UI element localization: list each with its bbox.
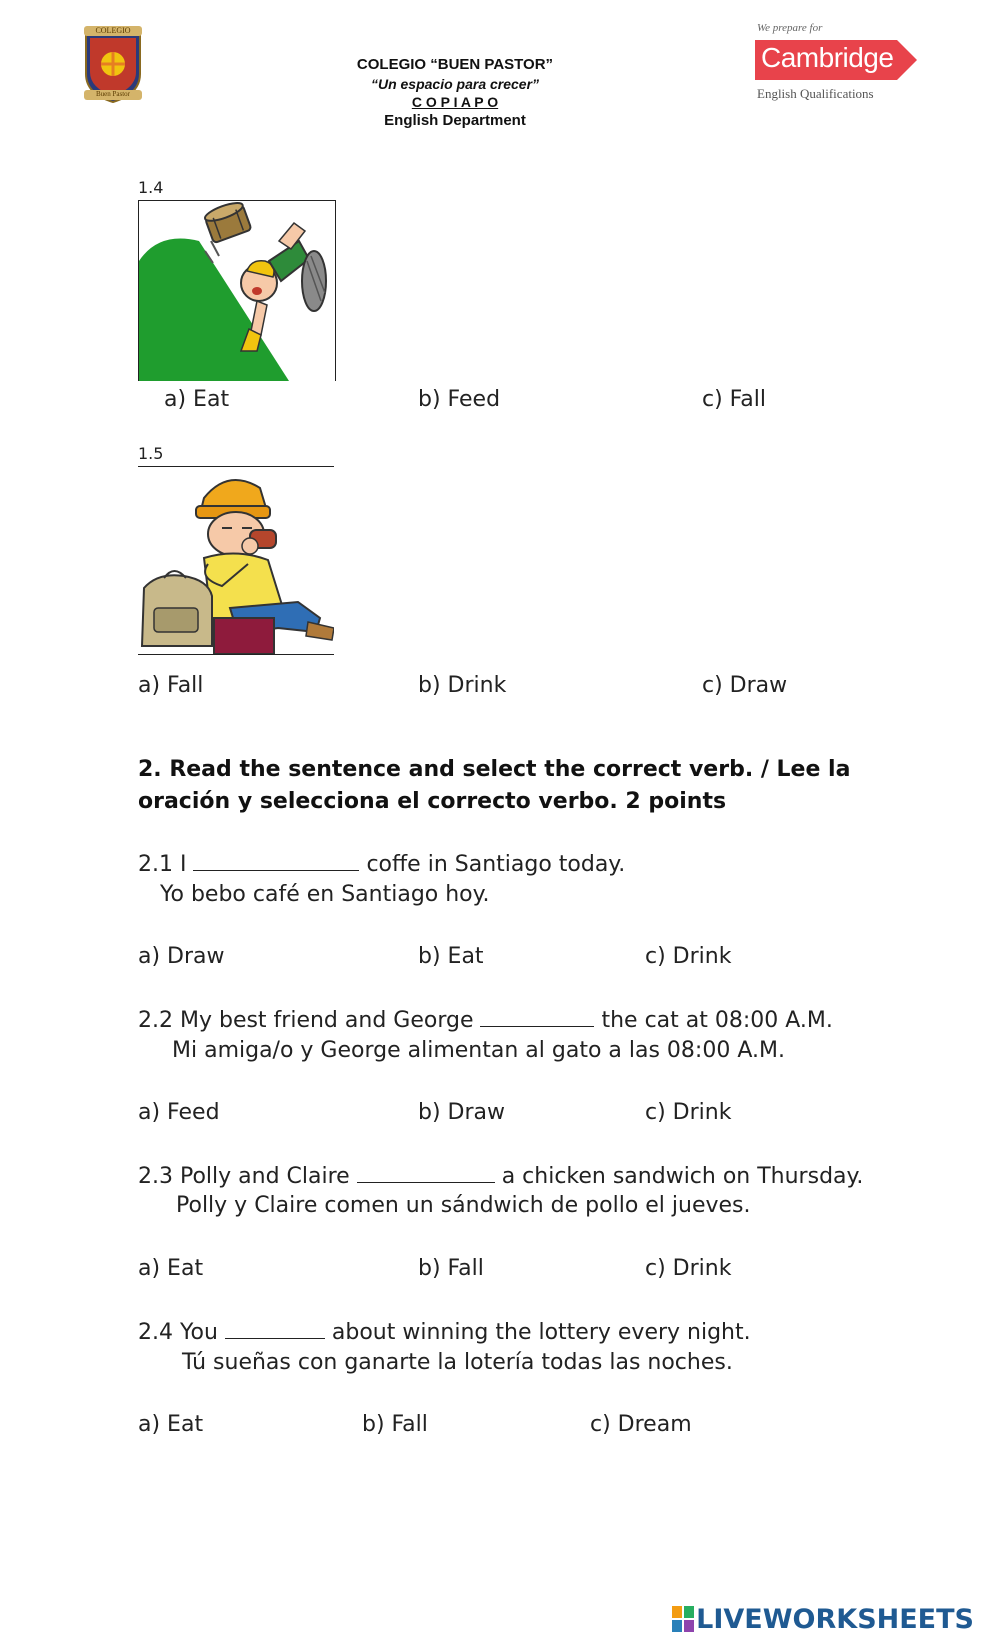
department-name: English Department: [384, 112, 526, 129]
sentence-2-3: [138, 1162, 863, 1189]
option-1-4-b[interactable]: b) Feed: [418, 387, 501, 412]
question-number-1-4: 1.4: [138, 178, 164, 197]
option-1-5-b[interactable]: b) Drink: [418, 673, 507, 698]
option-2-4-b[interactable]: b) Fall: [362, 1412, 428, 1437]
sentence-2-3-start: 2.3 Polly and Claire: [138, 1164, 357, 1189]
school-crest: [82, 24, 144, 104]
option-2-1-b[interactable]: b) Eat: [418, 944, 484, 969]
sentence-2-2: [138, 1006, 833, 1033]
sentence-2-1-start: 2.1 I: [138, 852, 194, 877]
blank-2-3[interactable]: [357, 1162, 495, 1183]
cambridge-name: Cambridge: [761, 42, 894, 73]
option-2-3-b[interactable]: b) Fall: [418, 1256, 484, 1281]
blank-2-4[interactable]: [225, 1318, 325, 1339]
liveworksheets-brand: LIVEWORKSHEETS: [696, 1603, 974, 1635]
sentence-2-3-end: a chicken sandwich on Thursday.: [494, 1164, 864, 1189]
cambridge-subtitle: English Qualifications: [757, 86, 874, 101]
cambridge-logo: [755, 22, 925, 108]
option-2-2-b[interactable]: b) Draw: [418, 1100, 506, 1125]
sentence-2-1-end: coffe in Santiago today.: [359, 852, 626, 877]
sentence-2-4: [138, 1318, 751, 1345]
option-2-1-a[interactable]: a) Draw: [138, 944, 225, 969]
option-1-4-a[interactable]: a) Eat: [164, 387, 230, 412]
option-2-4-a[interactable]: a) Eat: [138, 1412, 204, 1437]
image-boy-falling: [138, 200, 336, 381]
liveworksheets-logo: [672, 1601, 974, 1637]
option-2-2-c[interactable]: c) Drink: [645, 1100, 732, 1125]
section-2-title: 2. Read the sentence and select the correct verb. / Lee la oración y selecciona el correcto verbo. 2 points: [138, 757, 851, 814]
blank-2-2[interactable]: [480, 1006, 594, 1027]
option-1-4-c[interactable]: c) Fall: [702, 387, 767, 412]
question-number-1-5: 1.5: [138, 444, 164, 463]
crest-label-top: COLEGIO: [95, 26, 131, 35]
option-2-4-c[interactable]: c) Dream: [590, 1412, 692, 1437]
school-motto: “Un espacio para crecer”: [370, 76, 540, 92]
option-2-2-a[interactable]: a) Feed: [138, 1100, 220, 1125]
sentence-2-4-end: about winning the lottery every night.: [324, 1320, 751, 1345]
crest-label-bottom: Buen Pastor: [95, 90, 131, 98]
translation-2-1: Yo bebo café en Santiago hoy.: [160, 882, 490, 907]
image-boy-eating: [138, 468, 334, 655]
image-top-rule: [138, 466, 334, 467]
option-1-5-a[interactable]: a) Fall: [138, 673, 204, 698]
cambridge-prepare-text: We prepare for: [757, 22, 823, 34]
option-1-5-c[interactable]: c) Draw: [702, 673, 788, 698]
sentence-2-2-start: 2.2 My best friend and George: [138, 1008, 481, 1033]
option-2-3-c[interactable]: c) Drink: [645, 1256, 732, 1281]
sentence-2-2-end: the cat at 08:00 A.M.: [594, 1008, 833, 1033]
liveworksheets-mark-icon: [672, 1606, 694, 1632]
translation-2-2: Mi amiga/o y George alimentan al gato a las 08:00 A.M.: [172, 1038, 785, 1063]
school-city: C O P I A P O: [411, 94, 499, 110]
school-name: COLEGIO “BUEN PASTOR”: [356, 56, 554, 73]
option-2-3-a[interactable]: a) Eat: [138, 1256, 204, 1281]
translation-2-3: Polly y Claire comen un sándwich de pollo el jueves.: [176, 1193, 751, 1218]
sentence-2-1: [138, 850, 625, 877]
option-2-1-c[interactable]: c) Drink: [645, 944, 732, 969]
translation-2-4: Tú sueñas con ganarte la lotería todas las noches.: [182, 1350, 733, 1375]
blank-2-1[interactable]: [193, 850, 359, 871]
sentence-2-4-start: 2.4 You: [138, 1320, 225, 1345]
